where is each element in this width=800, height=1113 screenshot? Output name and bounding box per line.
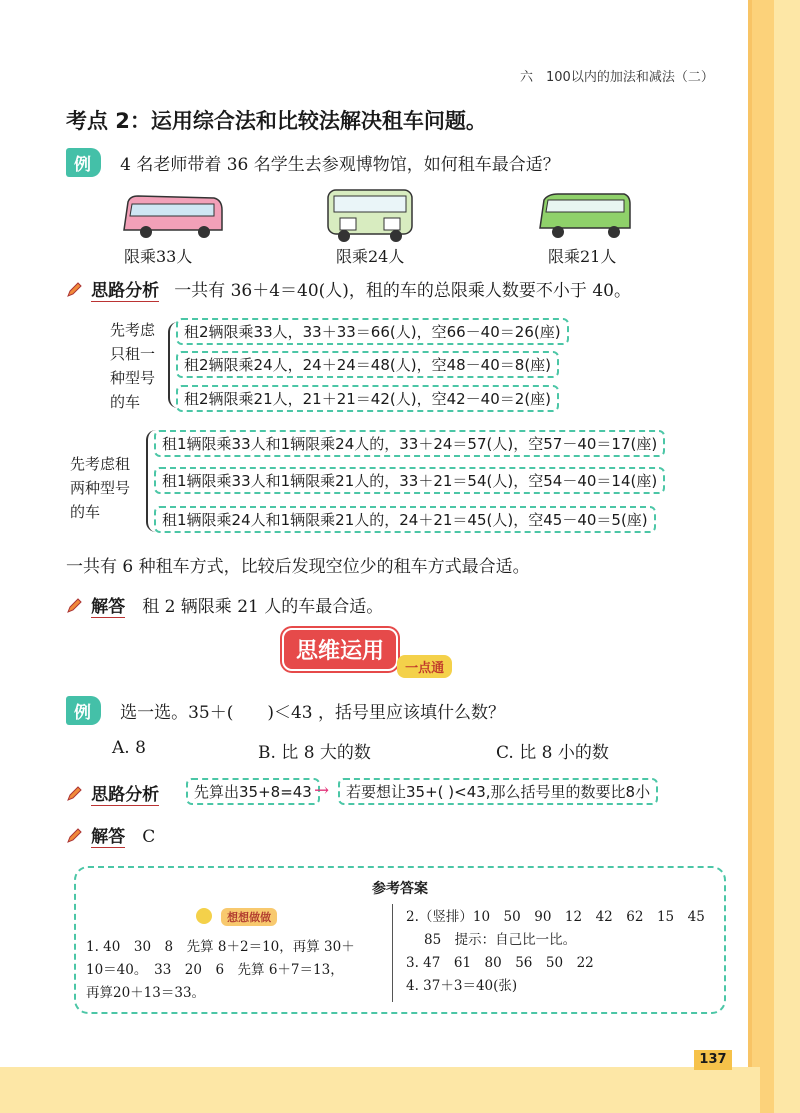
answer-label: 解答	[91, 827, 126, 847]
option-b: B. 比 8 大的数	[258, 743, 371, 763]
group2-label: 先考虑租 两种型号 的车	[70, 455, 131, 521]
option-row: 租2辆限乘33人，33＋33＝66(人)，空66－40＝26(座)	[176, 318, 569, 345]
section-title: 考点 2：运用综合法和比较法解决租车问题。	[66, 109, 487, 133]
answer-label: 解答	[91, 597, 126, 617]
analysis-label: 思路分析	[91, 785, 160, 805]
reference-title: 参考答案	[372, 881, 428, 897]
pencil-icon	[66, 828, 82, 844]
pencil-icon	[66, 282, 82, 298]
reference-badge	[196, 906, 277, 926]
answer2-text: C	[142, 827, 156, 847]
answer1-row	[66, 592, 383, 617]
arrow-right-icon: →	[314, 780, 330, 801]
bus-21-illustration	[534, 188, 634, 244]
vehicle-label-33: 限乘33人	[124, 247, 193, 266]
analysis2-step2: 若要想让35+( )<43,那么括号里的数要比8小	[338, 778, 658, 805]
page-bottom-band	[0, 1067, 760, 1113]
chick-icon	[196, 908, 212, 924]
bus-24-illustration	[320, 184, 420, 244]
thinking-banner	[282, 628, 452, 678]
answer2-row	[66, 822, 155, 847]
bus-33-illustration	[118, 190, 228, 242]
thinking-title: 思维运用	[282, 628, 398, 671]
option-row: 租2辆限乘24人，24＋24＝48(人)，空48－40＝8(座)	[176, 351, 559, 378]
example1-question: 4 名老师带着 36 名学生去参观博物馆，如何租车最合适？	[120, 155, 560, 175]
vehicle-label-21: 限乘21人	[548, 247, 617, 266]
option-row: 租2辆限乘21人，21＋21＝42(人)，空42－40＝2(座)	[176, 385, 559, 412]
example-tag: 例	[66, 148, 101, 177]
reference-left: 1. 40 30 8 先算 8＋2＝10，再算 30＋ 10＝40。 33 20 6 先算 6＋7＝13， 再算20＋13＝33。	[86, 939, 355, 1001]
example1-row	[66, 148, 560, 177]
vehicle-label-24: 限乘24人	[336, 247, 405, 266]
option-row: 租1辆限乘33人和1辆限乘21人的，33＋21＝54(人)，空54－40＝14(座)	[154, 467, 665, 494]
example2-question: 选一选。35＋( )＜43 ，括号里应该填什么数？	[120, 703, 506, 723]
divider	[392, 904, 393, 1002]
example-tag: 例	[66, 696, 101, 725]
analysis2-step1: 先算出35+8=43	[186, 778, 320, 805]
analysis-label: 思路分析	[91, 281, 160, 301]
pencil-icon	[66, 786, 82, 802]
group1-label: 先考虑 只租一 种型号 的车	[110, 321, 156, 411]
option-row: 租1辆限乘33人和1辆限乘24人的，33＋24＝57(人)，空57－40＝17(座)	[154, 430, 665, 457]
thinking-sub: 一点通	[397, 655, 452, 678]
badge-label: 想想做做	[221, 908, 277, 926]
running-header: 六 100以内的加法和减法（二）	[520, 70, 714, 85]
answer1-text: 租 2 辆限乘 21 人的车最合适。	[142, 597, 384, 617]
reference-right: 2.（竖排）10 50 90 12 42 62 15 45 85 提示：自己比一比。 3. 47 61 80 56 50 22 4. 37＋3＝40(张)	[406, 909, 705, 994]
pencil-icon	[66, 598, 82, 614]
page-number: 137	[694, 1050, 732, 1070]
analysis1-conclusion: 一共有 6 种租车方式，比较后发现空位少的租车方式最合适。	[66, 557, 530, 577]
example2-row	[66, 696, 505, 725]
option-c: C. 比 8 小的数	[496, 743, 609, 763]
reference-answer-box	[74, 866, 726, 1014]
analysis1-text: 一共有 36＋4＝40(人)，租的车的总限乘人数要不小于 40。	[174, 281, 631, 301]
analysis1-row	[66, 276, 631, 301]
page-edge-inner	[752, 0, 774, 1113]
option-row: 租1辆限乘24人和1辆限乘21人的，24＋21＝45(人)，空45－40＝5(座)	[154, 506, 656, 533]
option-a: A. 8	[112, 738, 146, 758]
analysis2-row	[66, 780, 159, 805]
